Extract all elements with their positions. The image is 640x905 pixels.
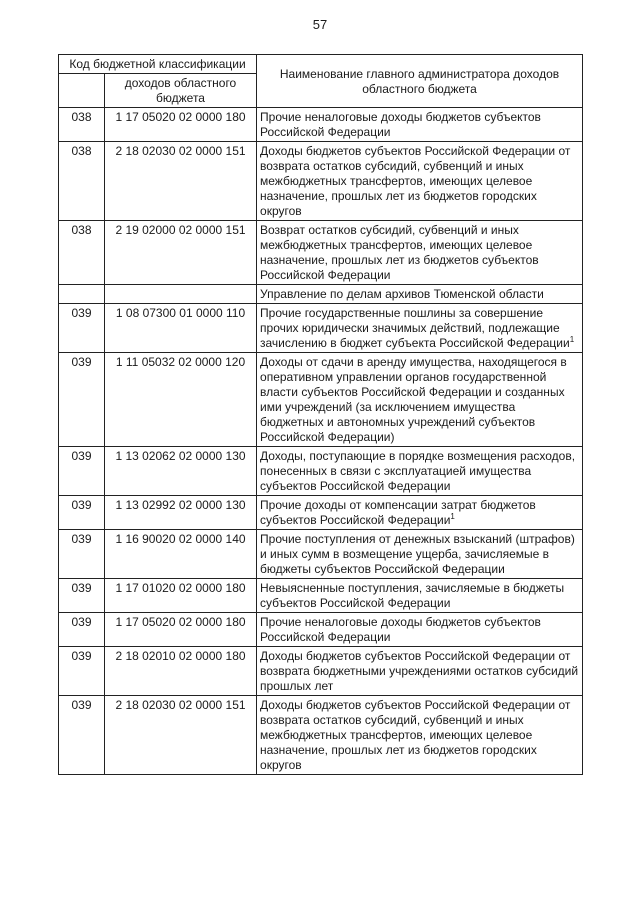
revenue-name-text: Возврат остатков субсидий, субвенций и иных межбюджетных трансфертов, имеющих целевое назначение, прошлых лет из бюджетов субъектов Российской Федерации [260, 223, 539, 282]
revenue-name-cell [257, 142, 583, 221]
revenue-name-cell [257, 496, 583, 530]
admin-code-cell: 039 [59, 530, 105, 579]
revenue-code-cell: 1 17 05020 02 0000 180 [105, 108, 257, 142]
budget-classification-table [58, 54, 583, 775]
table-row [59, 447, 583, 496]
revenue-name-cell [257, 108, 583, 142]
revenue-name-cell [257, 353, 583, 447]
section-row [59, 285, 583, 304]
footnote-marker: 1 [450, 512, 455, 521]
revenue-name-cell [257, 579, 583, 613]
revenue-code-cell: 2 19 02000 02 0000 151 [105, 221, 257, 285]
revenue-code-cell: 1 08 07300 01 0000 110 [105, 304, 257, 353]
revenue-code-cell: 1 16 90020 02 0000 140 [105, 530, 257, 579]
page-number: 57 [312, 17, 328, 32]
revenue-name-cell [257, 447, 583, 496]
table-row [59, 696, 583, 775]
revenue-name-text: Доходы бюджетов субъектов Российской Федерации от возврата остатков субсидий, субвенций и иных межбюджетных трансфертов, имеющих целевое назначение, прошлых лет из бюджетов городских округов [260, 144, 571, 218]
admin-code-cell: 039 [59, 696, 105, 775]
revenue-name-cell [257, 613, 583, 647]
footnote-marker: 1 [569, 335, 575, 344]
revenue-code-cell: 1 17 01020 02 0000 180 [105, 579, 257, 613]
revenue-name-text: Доходы бюджетов субъектов Российской Федерации от возврата бюджетными учреждениями остатков субсидий прошлых лет [260, 649, 579, 693]
revenue-code-cell: 2 18 02030 02 0000 151 [105, 142, 257, 221]
revenue-code-cell: 1 13 02992 02 0000 130 [105, 496, 257, 530]
header-admin-code [59, 74, 105, 108]
revenue-name-cell [257, 221, 583, 285]
table-row [59, 142, 583, 221]
revenue-code-cell: 1 11 05032 02 0000 120 [105, 353, 257, 447]
revenue-name-cell [257, 696, 583, 775]
header-classification-code: Код бюджетной классификации [59, 55, 257, 74]
revenue-name-text: Управление по делам архивов Тюменской области [260, 287, 544, 301]
admin-code-cell: 038 [59, 221, 105, 285]
table-row [59, 530, 583, 579]
table-row [59, 613, 583, 647]
revenue-code-cell: 1 13 02062 02 0000 130 [105, 447, 257, 496]
admin-code-cell: 039 [59, 579, 105, 613]
revenue-name-cell [257, 647, 583, 696]
table-row [59, 496, 583, 530]
revenue-name-text: Прочие поступления от денежных взысканий (штрафов) и иных сумм в возмещение ущерба, зачисляемые в бюджеты субъектов Российской Федерации [260, 532, 575, 576]
revenue-code-cell: 2 18 02010 02 0000 180 [105, 647, 257, 696]
table-row [59, 353, 583, 447]
table-row [59, 108, 583, 142]
admin-code-cell: 039 [59, 647, 105, 696]
revenue-code-cell: 2 18 02030 02 0000 151 [105, 696, 257, 775]
table-row [59, 579, 583, 613]
revenue-name-text: Невыясненные поступления, зачисляемые в бюджеты субъектов Российской Федерации [260, 581, 565, 610]
table-row [59, 647, 583, 696]
admin-code-cell: 039 [59, 613, 105, 647]
revenue-name-text: Прочие неналоговые доходы бюджетов субъектов Российской Федерации [260, 615, 541, 644]
admin-code-cell: 039 [59, 496, 105, 530]
revenue-name-text: Прочие неналоговые доходы бюджетов субъектов Российской Федерации [260, 110, 541, 139]
revenue-name-text: Прочие доходы от компенсации затрат бюджетов субъектов Российской Федерации [260, 498, 536, 527]
admin-code-cell: 038 [59, 108, 105, 142]
revenue-name-cell [257, 304, 583, 353]
revenue-name-cell [257, 530, 583, 579]
header-revenue-code: доходов областного бюджета [105, 74, 257, 108]
admin-code-cell: 039 [59, 353, 105, 447]
admin-code-cell: 038 [59, 142, 105, 221]
table-row [59, 304, 583, 353]
revenue-name-text: Доходы бюджетов субъектов Российской Федерации от возврата остатков субсидий, субвенций и иных межбюджетных трансфертов, имеющих целевое назначение, прошлых лет из бюджетов городских округов [260, 698, 571, 772]
table-row [59, 221, 583, 285]
admin-code-cell [59, 285, 105, 304]
revenue-name-text: Доходы от сдачи в аренду имущества, находящегося в оперативном управлении органов государственной власти субъектов Российской Федерации и созданных ими учреждений (за исключением имущества бюджетных и автономных учреждений субъектов Российской Федерации) [260, 355, 567, 444]
section-title-cell [257, 285, 583, 304]
revenue-code-cell [105, 285, 257, 304]
table-body [59, 108, 583, 775]
revenue-code-cell: 1 17 05020 02 0000 180 [105, 613, 257, 647]
revenue-name-text: Доходы, поступающие в порядке возмещения расходов, понесенных в связи с эксплуатацией имущества субъектов Российской Федерации [260, 449, 576, 493]
header-administrator-name: Наименование главного администратора доходов областного бюджета [257, 55, 583, 108]
admin-code-cell: 039 [59, 304, 105, 353]
revenue-name-text: Прочие государственные пошлины за совершение прочих юридически значимых действий, подлежащие зачислению в бюджет субъекта Российской Федерации [260, 306, 570, 350]
admin-code-cell: 039 [59, 447, 105, 496]
